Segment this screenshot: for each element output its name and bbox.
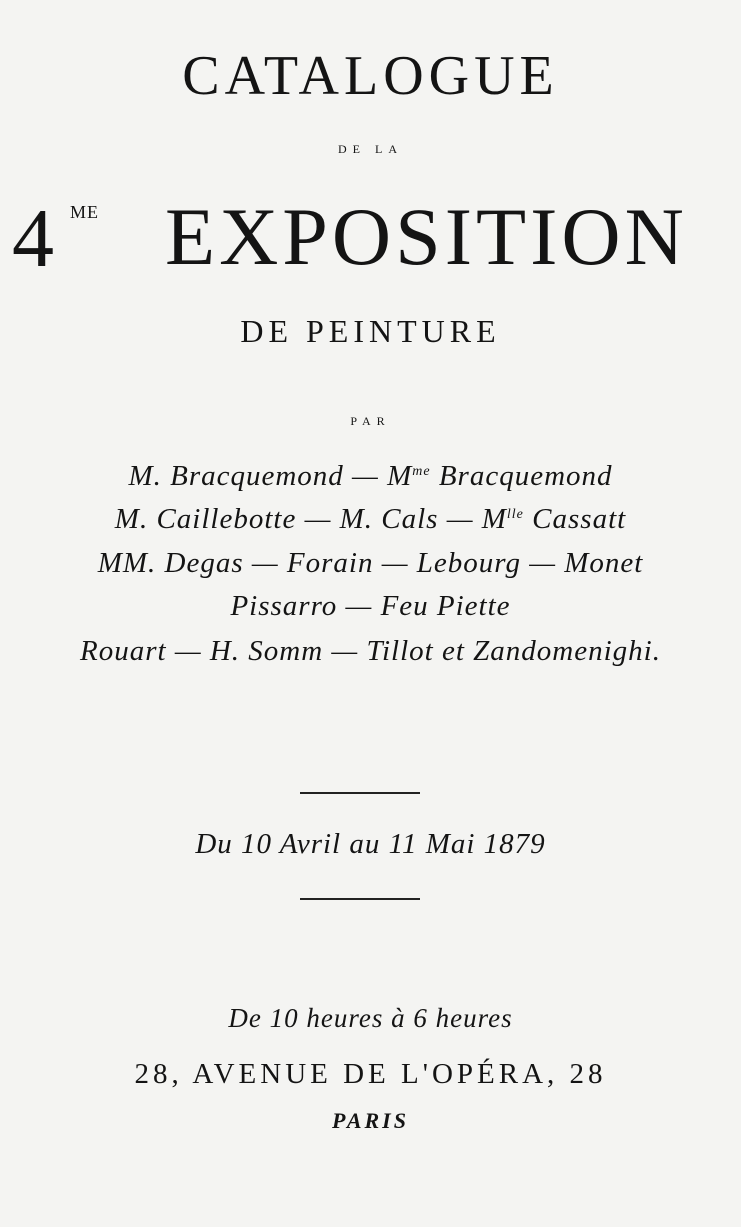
par-text: PAR (350, 414, 391, 428)
artists-text: M. Caillebotte — M. Cals — M (114, 503, 507, 535)
divider-rule (300, 898, 420, 900)
city: PARIS (332, 1108, 409, 1133)
exposition-word: EXPOSITION (165, 191, 688, 282)
artists-line-3: MM. Degas — Forain — Lebourg — Monet (97, 547, 644, 579)
artists-line-4: Pissarro — Feu Piette (230, 590, 511, 622)
exposition-heading (0, 190, 741, 285)
artists-line-5: Rouart — H. Somm — Tillot et Zandomenighi. (80, 635, 661, 667)
divider-rule (300, 792, 420, 794)
de-la-text: DE LA (338, 142, 403, 156)
artists-text: M. Bracquemond — M (128, 460, 413, 492)
artists-text: Bracquemond (430, 460, 613, 492)
title-superscript: lle (506, 507, 524, 522)
artists-line-1 (0, 460, 741, 493)
exhibition-dates: Du 10 Avril au 11 Mai 1879 (195, 828, 546, 860)
exhibition-number-suffix: ME (70, 202, 99, 222)
exhibition-number: 4 (12, 192, 54, 285)
artists-text: Cassatt (523, 503, 627, 535)
title-superscript: me (412, 464, 431, 479)
artists-line-2 (0, 503, 741, 536)
subtitle: DE PEINTURE (240, 313, 501, 349)
catalogue-title: CATALOGUE (182, 45, 559, 107)
address: 28, AVENUE DE L'OPÉRA, 28 (134, 1058, 607, 1090)
opening-hours: De 10 heures à 6 heures (228, 1003, 513, 1033)
